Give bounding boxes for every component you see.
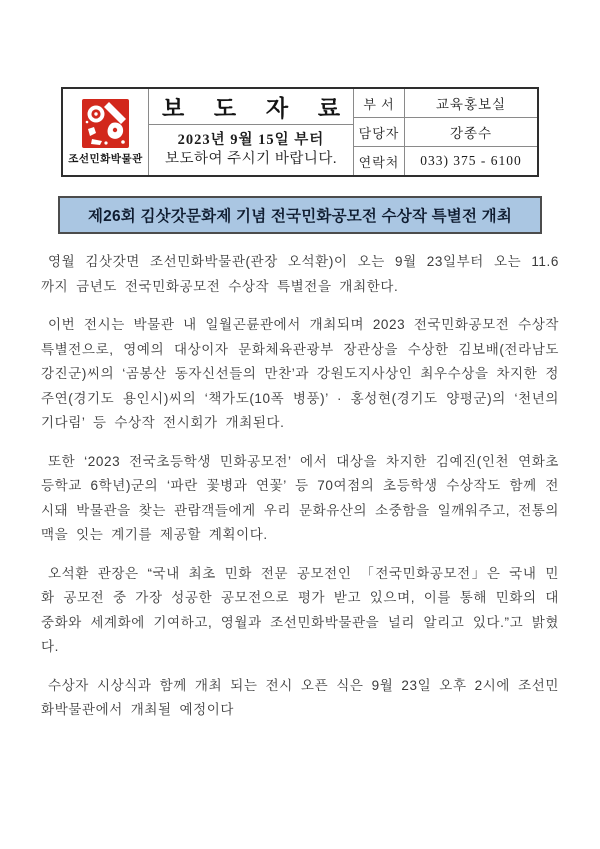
paragraph-intro: 영월 김삿갓면 조선민화박물관(관장 오석환)이 오는 9월 23일부터 오는 11.6 까지 금년도 전국민화공모전 수상작 특별전을 개최한다. xyxy=(41,254,559,294)
museum-name-label: 조선민화박물관 xyxy=(68,152,143,165)
paragraph-student-contest: 또한 ‘2023 전국초등학생 민화공모전’ 에서 대상을 차지한 김예진(인천 연화초등학교 6학년)군의 ‘파란 꽃병과 연꽃’ 등 70여점의 초등학생 수상작도 함께 전시돼 박물관을 찾는 관람객들에게 우리 문화유산의 소중함을 일깨워주고, 전통의 맥을 잇는 계기를 제공할 계획이다. xyxy=(41,453,559,542)
table-row xyxy=(354,89,537,118)
museum-logo-cell xyxy=(63,89,149,175)
body-text xyxy=(41,250,559,737)
manager-value: 강종수 xyxy=(449,126,493,141)
headline-banner: 제26회 김삿갓문화제 기념 전국민화공모전 수상작 특별전 개최 xyxy=(58,196,542,234)
paragraph-ceremony: 수상자 시상식과 함께 개최 되는 전시 오픈 식은 9월 23일 오후 2시에 조선민화박물관에서 개최될 예정이다 xyxy=(41,677,559,717)
contact-table xyxy=(354,89,537,175)
department-label: 부 서 xyxy=(354,89,405,117)
phone-label: 연락처 xyxy=(354,147,405,175)
doc-type-cell xyxy=(149,89,354,175)
table-row xyxy=(354,118,537,147)
release-request: 보도하여 주시기 바랍니다. xyxy=(165,151,337,167)
museum-seal-icon xyxy=(82,99,129,148)
header-table xyxy=(61,87,539,177)
release-date: 2023년 9월 15일 부터 xyxy=(177,132,325,148)
paragraph-director-quote: 오석환 관장은 “국내 최초 민화 전문 공모전인 「전국민화공모전」은 국내 민화 공모전 중 가장 성공한 공모전으로 평가 받고 있으며, 이를 통해 민화의 대중화와 세계화에 기여하고, 영월과 조선민화박물관을 널리 알리고 있다.”고 밝혔다. xyxy=(41,565,559,654)
paragraph-exhibition-details: 이번 전시는 박물관 내 일월곤륜관에서 개최되며 2023 전국민화공모전 수상작 특별전으로, 영예의 대상이자 문화체육관광부 장관상을 수상한 김보배(전라남도 강진군)씨의 ‘곰봉산 동자신선들의 만찬’과 강원도지사상인 최우수상을 차지한 정주연(경기도 용인시)씨의 ‘책가도(10폭 병풍)’ · 홍성현(경기도 양평군)의 ‘천년의 기다림’ 등 수상작 전시회가 개최된다. xyxy=(41,317,559,430)
department-value: 교육홍보실 xyxy=(435,97,507,112)
manager-label: 담당자 xyxy=(354,118,405,146)
phone-value: 033) 375 - 6100 xyxy=(420,153,522,168)
doc-type-title: 보 도 자 료 xyxy=(149,89,353,125)
release-note xyxy=(149,125,353,175)
table-row xyxy=(354,147,537,175)
